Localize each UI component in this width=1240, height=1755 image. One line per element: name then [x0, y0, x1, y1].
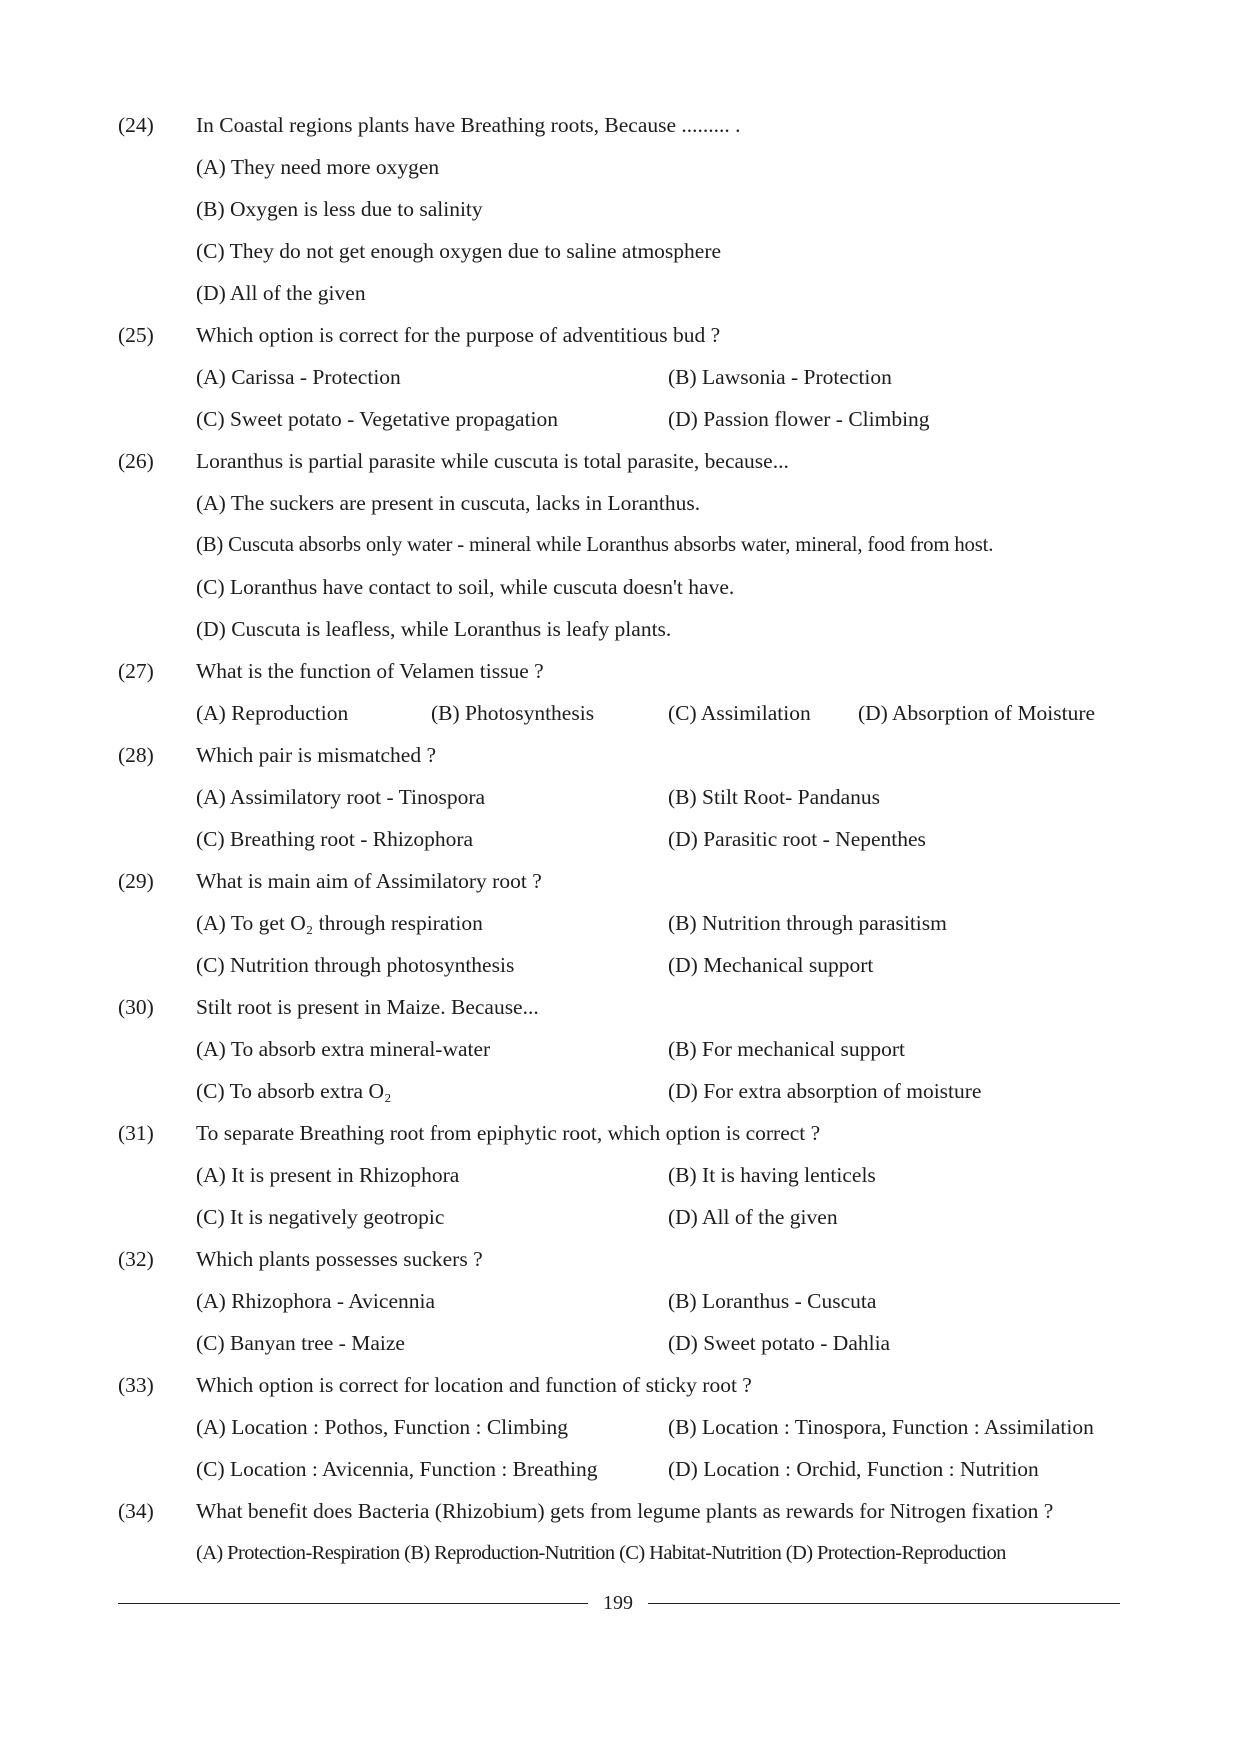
question-line — [118, 1364, 1138, 1406]
answer-option: (B) Oxygen is less due to salinity — [196, 197, 483, 221]
question-text: What is the function of Velamen tissue ? — [196, 659, 544, 683]
answer-option: (D) Cuscuta is leafless, while Loranthus is leafy plants. — [196, 617, 672, 641]
question-line — [118, 1490, 1138, 1532]
answer-option: (B) Cuscuta absorbs only water - mineral while Loranthus absorbs water, mineral, food from host. — [196, 533, 994, 556]
option-row — [118, 356, 1138, 398]
option-row — [118, 524, 1138, 566]
question-block — [118, 104, 1138, 314]
answer-option: (D) Absorption of Moisture — [858, 701, 1096, 725]
option-row — [118, 566, 1138, 608]
question-number: (33) — [118, 1373, 154, 1397]
option-row — [118, 1154, 1138, 1196]
option-row — [118, 608, 1138, 650]
question-list — [118, 104, 1138, 1574]
option-row — [118, 1070, 1138, 1112]
answer-option: (A) To get O₂ through respiration — [196, 911, 483, 935]
question-line — [118, 734, 1138, 776]
answer-option: (A) Rhizophora - Avicennia — [196, 1289, 436, 1313]
question-number: (27) — [118, 659, 154, 683]
option-row — [118, 902, 1138, 944]
question-block — [118, 860, 1138, 986]
answer-option: (D) All of the given — [196, 281, 366, 305]
question-text: In Coastal regions plants have Breathing roots, Because ......... . — [196, 113, 741, 137]
question-block — [118, 314, 1138, 440]
option-row — [118, 482, 1138, 524]
question-block — [118, 1364, 1138, 1490]
question-number: (34) — [118, 1499, 154, 1523]
answer-option: (C) Location : Avicennia, Function : Breathing — [196, 1457, 598, 1481]
option-row — [118, 146, 1138, 188]
option-row — [118, 1196, 1138, 1238]
option-row — [118, 818, 1138, 860]
option-row — [118, 1448, 1138, 1490]
question-block — [118, 440, 1138, 650]
question-block — [118, 986, 1138, 1112]
question-block — [118, 1490, 1138, 1574]
answer-option: (D) Parasitic root - Nepenthes — [668, 827, 926, 851]
option-row — [118, 1322, 1138, 1364]
question-text: What benefit does Bacteria (Rhizobium) gets from legume plants as rewards for Nitrogen fixation ? — [196, 1499, 1054, 1523]
answer-option: (D) Mechanical support — [668, 953, 874, 977]
question-line — [118, 650, 1138, 692]
question-line — [118, 440, 1138, 482]
question-block — [118, 734, 1138, 860]
answer-option: (A) Reproduction — [196, 701, 349, 725]
question-block — [118, 650, 1138, 734]
answer-option: (C) Sweet potato - Vegetative propagation — [196, 407, 559, 431]
answer-option: (C) Nutrition through photosynthesis — [196, 953, 515, 977]
answer-option: (A) Protection-Respiration (B) Reproduction-Nutrition (C) Habitat-Nutrition (D) Protection-Reproduction — [196, 1542, 1006, 1564]
option-row — [118, 188, 1138, 230]
answer-option: (A) It is present in Rhizophora — [196, 1163, 460, 1187]
option-row — [118, 692, 1138, 734]
answer-option: (A) They need more oxygen — [196, 155, 440, 179]
question-number: (32) — [118, 1247, 154, 1271]
option-row — [118, 398, 1138, 440]
answer-option: (D) Location : Orchid, Function : Nutrition — [668, 1457, 1039, 1481]
question-line — [118, 314, 1138, 356]
question-text: Which option is correct for the purpose of adventitious bud ? — [196, 323, 721, 347]
answer-option: (C) It is negatively geotropic — [196, 1205, 445, 1229]
footer-rule-right — [648, 1603, 1120, 1604]
answer-option: (A) Assimilatory root - Tinospora — [196, 785, 486, 809]
question-text: Stilt root is present in Maize. Because... — [196, 995, 539, 1019]
answer-option: (C) Breathing root - Rhizophora — [196, 827, 474, 851]
answer-option: (B) Loranthus - Cuscuta — [668, 1289, 877, 1313]
question-text: What is main aim of Assimilatory root ? — [196, 869, 542, 893]
footer-rule-left — [118, 1603, 588, 1604]
page-footer — [118, 1588, 1120, 1618]
page-number: 199 — [603, 1592, 633, 1614]
answer-option: (D) Sweet potato - Dahlia — [668, 1331, 891, 1355]
answer-option: (B) Nutrition through parasitism — [668, 911, 947, 935]
option-row — [118, 272, 1138, 314]
answer-option: (B) Stilt Root- Pandanus — [668, 785, 881, 809]
question-line — [118, 1238, 1138, 1280]
answer-option: (B) It is having lenticels — [668, 1163, 876, 1187]
answer-option: (B) Location : Tinospora, Function : Assimilation — [668, 1415, 1094, 1439]
answer-option: (A) To absorb extra mineral-water — [196, 1037, 491, 1061]
answer-option: (C) Assimilation — [668, 701, 811, 725]
question-line — [118, 1112, 1138, 1154]
option-row — [118, 1028, 1138, 1070]
option-row — [118, 1406, 1138, 1448]
question-number: (29) — [118, 869, 154, 893]
option-row — [118, 1280, 1138, 1322]
option-row — [118, 776, 1138, 818]
question-text: To separate Breathing root from epiphytic root, which option is correct ? — [196, 1121, 821, 1145]
option-row — [118, 230, 1138, 272]
question-number: (28) — [118, 743, 154, 767]
answer-option: (A) The suckers are present in cuscuta, lacks in Loranthus. — [196, 491, 701, 515]
question-line — [118, 104, 1138, 146]
answer-option: (C) To absorb extra O₂ — [196, 1079, 392, 1103]
question-text: Loranthus is partial parasite while cuscuta is total parasite, because... — [196, 449, 789, 473]
answer-option: (A) Location : Pothos, Function : Climbing — [196, 1415, 569, 1439]
answer-option: (D) For extra absorption of moisture — [668, 1079, 982, 1103]
answer-option: (D) Passion flower - Climbing — [668, 407, 930, 431]
answer-option: (B) Lawsonia - Protection — [668, 365, 892, 389]
question-text: Which pair is mismatched ? — [196, 743, 437, 767]
answer-option: (C) Banyan tree - Maize — [196, 1331, 405, 1355]
option-row — [118, 1532, 1138, 1574]
question-number: (24) — [118, 113, 154, 137]
answer-option: (C) They do not get enough oxygen due to saline atmosphere — [196, 239, 722, 263]
question-line — [118, 860, 1138, 902]
question-number: (30) — [118, 995, 154, 1019]
question-number: (25) — [118, 323, 154, 347]
answer-option: (C) Loranthus have contact to soil, while cuscuta doesn't have. — [196, 575, 735, 599]
question-block — [118, 1112, 1138, 1238]
answer-option: (D) All of the given — [668, 1205, 838, 1229]
question-number: (31) — [118, 1121, 154, 1145]
question-text: Which plants possesses suckers ? — [196, 1247, 483, 1271]
question-line — [118, 986, 1138, 1028]
answer-option: (B) Photosynthesis — [431, 701, 595, 725]
question-text: Which option is correct for location and function of sticky root ? — [196, 1373, 752, 1397]
question-number: (26) — [118, 449, 154, 473]
option-row — [118, 944, 1138, 986]
answer-option: (B) For mechanical support — [668, 1037, 906, 1061]
answer-option: (A) Carissa - Protection — [196, 365, 401, 389]
question-block — [118, 1238, 1138, 1364]
